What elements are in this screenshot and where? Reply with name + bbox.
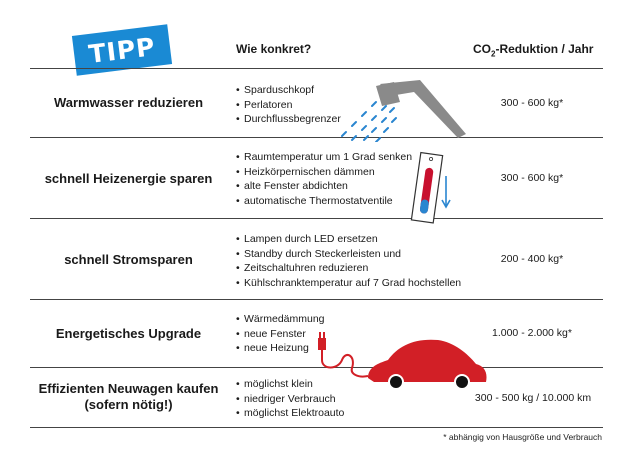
list-item: • Standby durch Steckerleisten und (236, 247, 461, 262)
divider (30, 427, 603, 428)
header-co2-reduction: $CO_2$-Reduktion / Jahr (473, 42, 594, 59)
list-item: • Durchflussbegrenzer (236, 112, 341, 127)
value-neuwagen: 300 - 500 kg / 10.000 km (474, 392, 592, 404)
value-upgrade: 1.000 - 2.000 kg* (492, 327, 572, 339)
row-title-warmwasser: Warmwasser reduzieren (53, 95, 204, 110)
car-body (368, 340, 487, 382)
electric-car-icon (312, 330, 492, 394)
divider (30, 68, 603, 69)
list-item: • niedriger Verbrauch (236, 392, 344, 407)
divider (30, 218, 603, 219)
row-title-stromsparen: schnell Stromsparen (64, 252, 193, 267)
list-item: • Heizkörpernischen dämmen (236, 165, 412, 180)
list-item-continuation: • Zeitschaltuhren reduzieren (236, 261, 461, 276)
bullet-list-warmwasser (236, 83, 341, 127)
header-how: Wie konkret? (236, 42, 312, 56)
list-item: • Lampen durch LED ersetzen (236, 232, 461, 247)
footnote: * abhängig von Hausgröße und Verbrauch (443, 432, 602, 442)
divider (30, 137, 603, 138)
list-item: • neue Fenster (236, 327, 325, 342)
list-item: • Kühlschranktemperatur auf 7 Grad hochstellen (236, 276, 461, 291)
list-item: • Wärmedämmung (236, 312, 325, 327)
value-stromsparen: 200 - 400 kg* (500, 253, 564, 265)
row-title-line: (sofern nötig!) (84, 397, 173, 412)
list-item: • alte Fenster abdichten (236, 179, 412, 194)
list-item: • möglichst klein (236, 377, 344, 392)
bullet-list-stromsparen (236, 232, 461, 290)
thermometer-icon (406, 148, 452, 228)
list-item: • automatische Thermostatventile (236, 194, 412, 209)
row-title-line: Effizienten Neuwagen kaufen (38, 381, 219, 396)
value-warmwasser: 300 - 600 kg* (500, 97, 564, 109)
list-item: • neue Heizung (236, 341, 325, 356)
cable-shape (322, 350, 368, 377)
list-item: • möglichst Elektroauto (236, 406, 344, 421)
water-drops (342, 102, 396, 142)
tipp-badge: TIPP (72, 24, 172, 75)
plug-shape (318, 338, 326, 350)
bullet-list-heizenergie (236, 150, 412, 208)
row-title-heizenergie: schnell Heizenergie sparen (44, 171, 213, 186)
shower-icon (330, 72, 470, 142)
value-heizenergie: 300 - 600 kg* (500, 172, 564, 184)
divider (30, 299, 603, 300)
row-title-energetisches-upgrade: Energetisches Upgrade (55, 326, 202, 341)
list-item: • Perlatoren (236, 98, 341, 113)
list-item: • Raumtemperatur um 1 Grad senken (236, 150, 412, 165)
row-title-neuwagen (30, 381, 227, 413)
list-item: • Sparduschkopf (236, 83, 341, 98)
